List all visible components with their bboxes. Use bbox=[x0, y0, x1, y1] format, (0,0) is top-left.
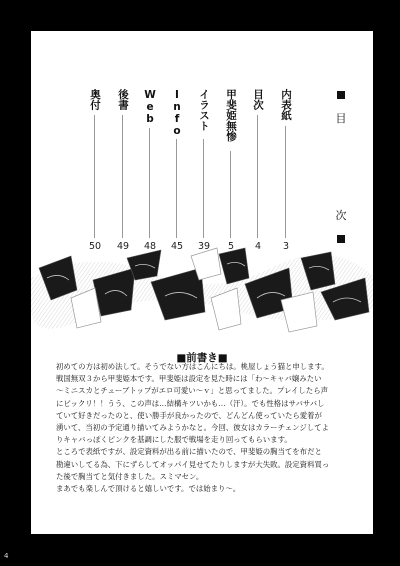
foreword-line: 初めての方は初め法して。そうでない方はこんにちは。桃屋しょう猫と申します。 bbox=[56, 362, 329, 371]
toc-leader-line bbox=[122, 115, 123, 238]
toc-page-number: 39 bbox=[197, 241, 211, 252]
toc-leader-line bbox=[176, 139, 177, 238]
foreword-line: 戦国無双３から甲斐姫本です。甲斐姫は設定を見た時には「わ～キャバ嬢みたい bbox=[56, 374, 322, 384]
foreword-body bbox=[56, 361, 366, 495]
foreword-line: た後で胸当てと気付きました。スミマセン。 bbox=[56, 471, 204, 481]
foreword-line: ていて好きだったのと、使い勝手が良かったので、どんどん使っていたら愛着が bbox=[56, 410, 322, 420]
toc-entry-label: 甲斐姫無惨 bbox=[225, 89, 237, 142]
toc-entry bbox=[143, 89, 157, 252]
toc-entry-label: Web bbox=[144, 89, 156, 125]
foreword-line: 湧いて、当初の予定通り描いてみようかなと。今回、彼女はカラーチェンジしてよ bbox=[56, 423, 329, 433]
folio-page-number: 4 bbox=[4, 552, 9, 560]
toc-entry bbox=[251, 89, 265, 252]
toc-heading-char: 次 bbox=[335, 209, 347, 222]
toc-page-number: 48 bbox=[143, 241, 157, 252]
toc-leader-line bbox=[94, 115, 95, 238]
toc-page-number: 49 bbox=[116, 241, 130, 252]
toc-entry-label: 奥付 bbox=[89, 89, 101, 110]
toc-page-number: 50 bbox=[88, 241, 102, 252]
toc-entry-label: 目次 bbox=[252, 89, 264, 110]
toc-entry bbox=[197, 89, 211, 252]
toc-page-number: 4 bbox=[254, 241, 262, 252]
toc-leader-line bbox=[257, 115, 258, 238]
toc-entry-label: 後書 bbox=[117, 89, 129, 110]
toc-entry-label: Info bbox=[171, 89, 183, 137]
toc-leader-line bbox=[149, 128, 150, 238]
toc-leader-line bbox=[285, 126, 286, 238]
toc-leader-line bbox=[203, 139, 204, 238]
foreword-line: ところで表紙ですが、設定資料が出る前に描いたので、甲斐姫の胸当てを布だと bbox=[56, 447, 322, 457]
foreword-line: にビックリ！！うう、この声は…結構キツいかも…（汗）。でも性格はサバサバし bbox=[56, 398, 325, 408]
toc-heading bbox=[334, 89, 348, 245]
toc-heading-char: 目 bbox=[335, 112, 347, 125]
toc-entry-label: 内表紙 bbox=[280, 89, 292, 121]
foreword-line: まあでも楽しんで頂けると嬉しいです。では始まり～。 bbox=[56, 484, 241, 494]
toc-entry-label: イラスト bbox=[198, 89, 210, 131]
toc-entry bbox=[116, 89, 130, 252]
foreword-line: 勘違いしてる為、下にずらしてオッパイ見せてたりしますが大失敗。設定資料買っ bbox=[56, 459, 330, 469]
toc-entry bbox=[88, 89, 102, 252]
foreword-line: りキャバっぽくピンクを基調にした服で戦場を走り回ってもらいます。 bbox=[56, 435, 292, 445]
toc-leader-line bbox=[230, 151, 231, 238]
toc-entry bbox=[224, 89, 238, 252]
toc-entry bbox=[170, 89, 184, 252]
toc-page-number: 5 bbox=[227, 241, 235, 252]
toc-entry bbox=[279, 89, 293, 252]
square-bullet-icon bbox=[337, 91, 345, 99]
foreword-heading: ■前書き■ bbox=[176, 352, 228, 364]
folding-fan-decoration bbox=[31, 238, 373, 336]
foreword-line: ～ミニスカとチューブトップがエロ可愛い～ｖ」と思ってました。プレイしたら声 bbox=[56, 386, 328, 396]
toc-page-number: 45 bbox=[170, 241, 184, 252]
toc-page-number: 3 bbox=[282, 241, 290, 252]
